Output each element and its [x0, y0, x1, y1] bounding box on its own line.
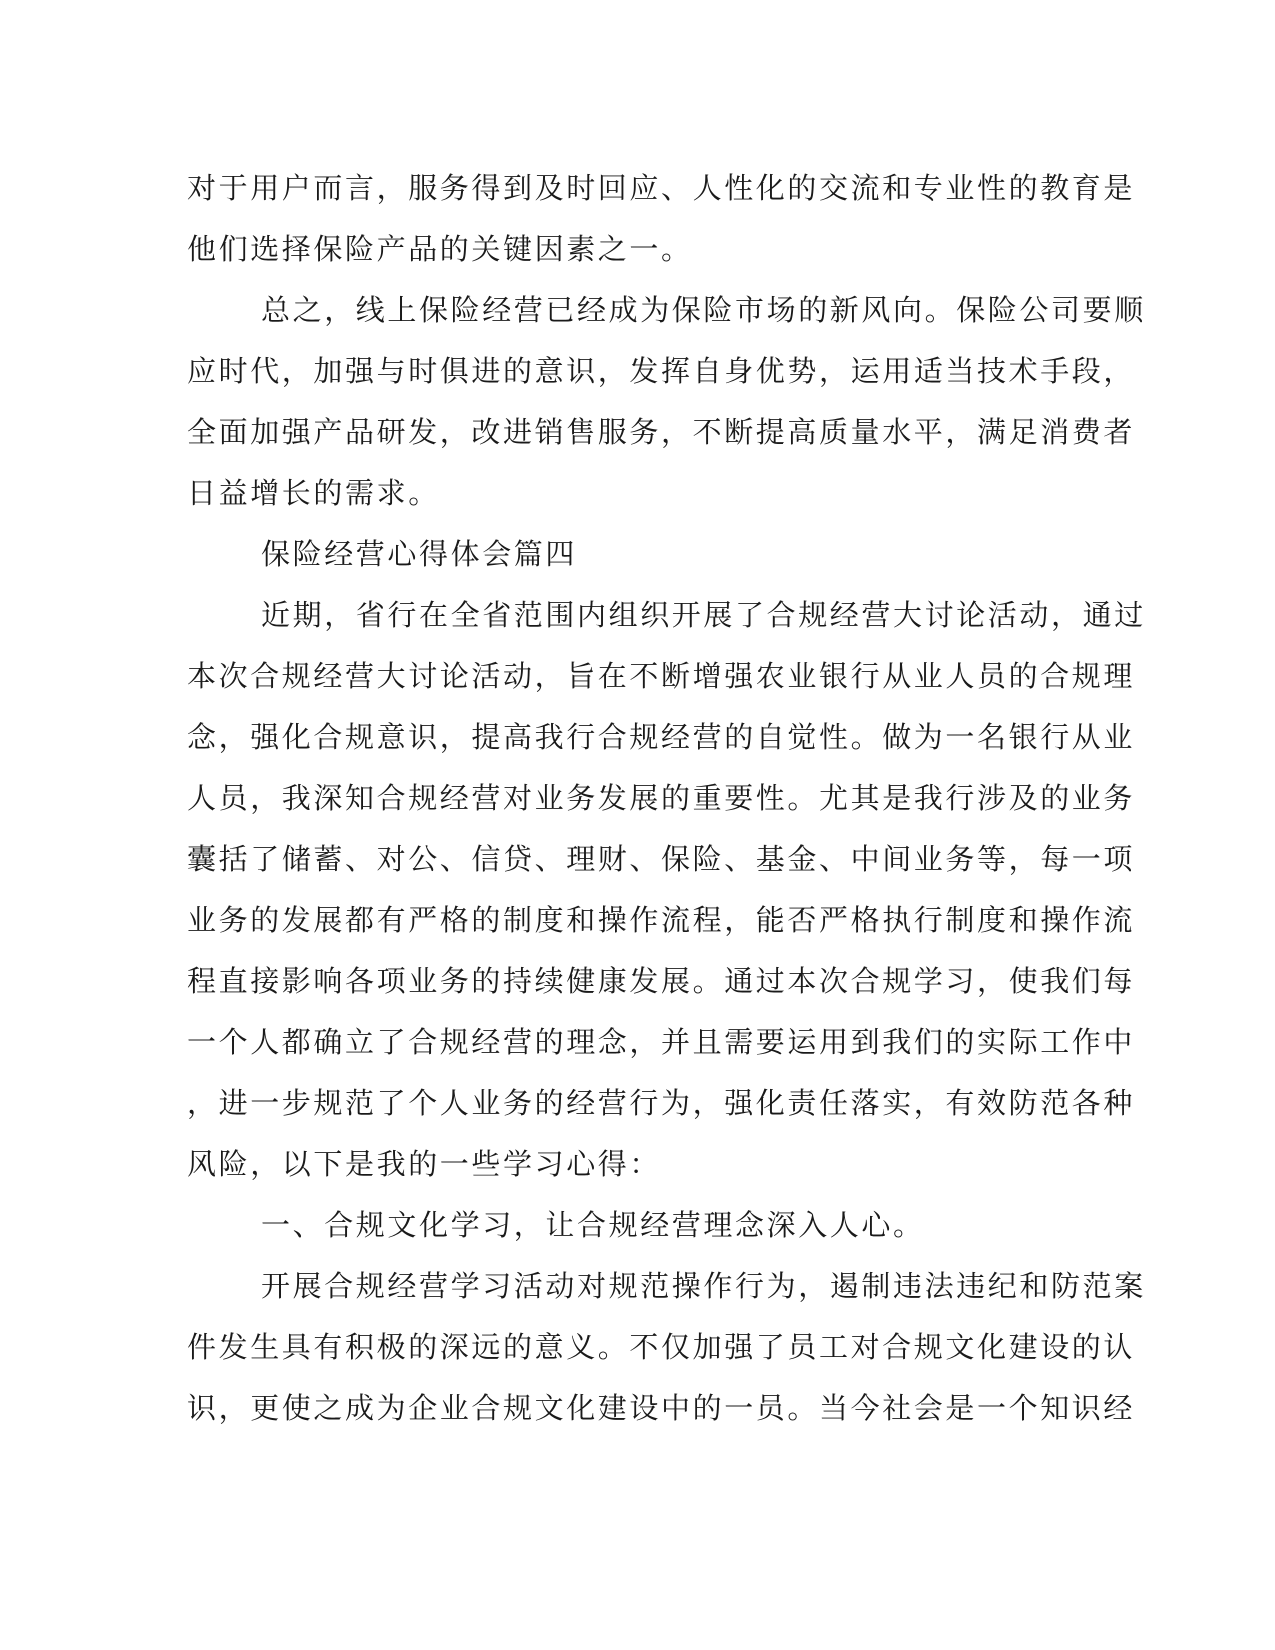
paragraph-start-line: 近期，省行在全省范围内组织开展了合规经营大讨论活动，通过 [261, 598, 1146, 632]
text-line: 他们选择保险产品的关键因素之一。 [187, 232, 693, 266]
document-body [187, 158, 1146, 1439]
text-line: 本次合规经营大讨论活动，旨在不断增强农业银行从业人员的合规理 [187, 659, 1136, 693]
paragraph-start-line: 总之，线上保险经营已经成为保险市场的新风向。保险公司要顺 [261, 293, 1146, 327]
text-line: 程直接影响各项业务的持续健康发展。通过本次合规学习，使我们每 [187, 964, 1136, 998]
text-line: 念，强化合规意识，提高我行合规经营的自觉性。做为一名银行从业 [187, 720, 1136, 754]
text-line: 囊括了储蓄、对公、信贷、理财、保险、基金、中间业务等，每一项 [187, 842, 1136, 876]
text-line: 风险，以下是我的一些学习心得： [187, 1147, 662, 1181]
section-heading: 保险经营心得体会篇四 [261, 537, 578, 571]
text-line: 应时代，加强与时俱进的意识，发挥自身优势，运用适当技术手段， [187, 354, 1136, 388]
text-line: ，进一步规范了个人业务的经营行为，强化责任落实，有效防范各种 [187, 1086, 1136, 1120]
text-line: 一个人都确立了合规经营的理念，并且需要运用到我们的实际工作中 [187, 1025, 1136, 1059]
paragraph-start-line: 开展合规经营学习活动对规范操作行为，遏制违法违纪和防范案 [261, 1269, 1146, 1303]
text-line: 对于用户而言，服务得到及时回应、人性化的交流和专业性的教育是 [187, 171, 1136, 205]
text-line: 人员，我深知合规经营对业务发展的重要性。尤其是我行涉及的业务 [187, 781, 1136, 815]
text-line: 识，更使之成为企业合规文化建设中的一员。当今社会是一个知识经 [187, 1391, 1136, 1425]
text-line: 日益增长的需求。 [187, 476, 440, 510]
text-line: 件发生具有积极的深远的意义。不仅加强了员工对合规文化建设的认 [187, 1330, 1136, 1364]
text-line: 全面加强产品研发，改进销售服务，不断提高质量水平，满足消费者 [187, 415, 1136, 449]
text-line: 业务的发展都有严格的制度和操作流程，能否严格执行制度和操作流 [187, 903, 1136, 937]
subheading-line: 一、合规文化学习，让合规经营理念深入人心。 [261, 1208, 925, 1242]
